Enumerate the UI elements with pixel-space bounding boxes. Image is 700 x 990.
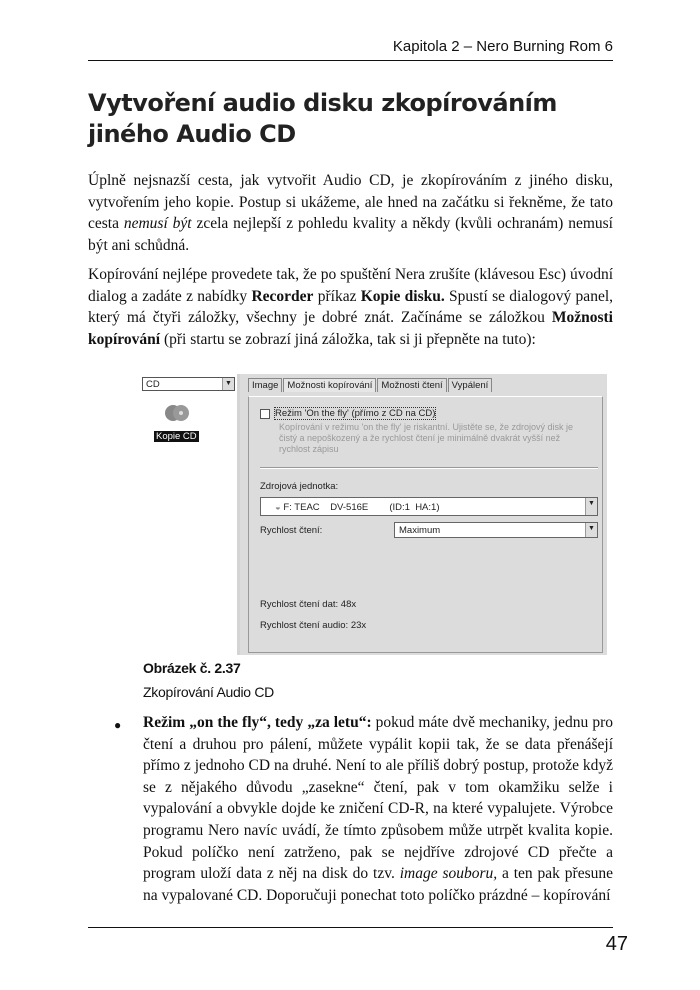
dropdown-arrow-icon: ▼ [222, 378, 234, 390]
page-number: 47 [605, 933, 628, 955]
tab-copy-options[interactable]: Možnosti kopírování [283, 378, 376, 392]
footer-rule [88, 927, 613, 928]
figure-number: Obrázek č. 2.37 [143, 660, 241, 676]
text: a ten pak přesune na vypalované CD. Doporučuji ponechat toto políčko prázdné – kopírování [143, 865, 613, 904]
bold-text: Kopie disku. [360, 287, 445, 305]
paragraph-1 [88, 170, 613, 256]
bold-text: Možnosti kopírování [88, 309, 613, 348]
text: (při startu se zobrazí jiná záložka, tak si ji přepněte na tuto): [160, 330, 536, 348]
text: Úplně nejsnazší cesta, jak vytvořit Audio CD, je zkopírováním z jiného disku, vytvořením jeho kopie. Postup si ukážeme, ale hned na začátku si řekněme, že tato cesta [88, 172, 613, 233]
figure-caption: Zkopírování Audio CD [143, 684, 274, 700]
emphasis: image souboru, [399, 865, 498, 883]
section-title: Vytvoření audio disku zkopírováním jiného Audio CD [88, 89, 557, 148]
read-speed-label: Rychlost čtení: [260, 525, 323, 536]
on-the-fly-checkbox[interactable] [260, 409, 270, 419]
source-drive-label: Zdrojová jednotka: [260, 481, 339, 492]
cd-type-select[interactable] [142, 377, 235, 391]
data-read-speed: Rychlost čtení dat: 48x [260, 599, 357, 610]
dropdown-arrow-icon: ▼ [585, 523, 597, 537]
checkbox-label: Režim 'On the fly' (přímo z CD na CD) [275, 408, 436, 419]
on-the-fly-checkbox-row[interactable] [260, 407, 436, 420]
drive-icon: ◒ [275, 502, 284, 513]
options-panel [240, 374, 607, 655]
left-panel [140, 374, 240, 655]
source-drive-select[interactable] [260, 497, 598, 516]
kopie-cd-label[interactable]: Kopie CD [156, 431, 197, 442]
tab-image[interactable]: Image [248, 378, 282, 392]
tab-bar [248, 378, 493, 392]
text: Spustí se dialogový panel, který má čtyři záložky, všechny je dobré znát. Začínáme se záložkou [88, 287, 614, 327]
text: zcela nejlepší z pohledu kvality a někdy (kvůli ochranám) nemusí být ani schůdná. [88, 215, 613, 254]
text: příkaz [313, 287, 361, 305]
paragraph-2 [88, 264, 613, 350]
cd-copy-icon [164, 404, 190, 422]
running-header: Kapitola 2 – Nero Burning Rom 6 [88, 36, 613, 61]
dropdown-arrow-icon: ▼ [585, 498, 597, 515]
bold-text: Recorder [251, 287, 314, 305]
screenshot-figure [140, 374, 607, 655]
select-value: F: TEAC DV-516E (ID:1 HA:1) [283, 502, 440, 513]
bullet-item [143, 712, 613, 906]
audio-read-speed: Rychlost čtení audio: 23x [260, 620, 367, 631]
select-value: Maximum [399, 525, 441, 536]
text: Kopírování nejlépe provedete tak, že po spuštění Nera zrušíte (klávesou Esc) úvodní dialog a zadáte z nabídky [88, 266, 613, 305]
warning-text: Kopírování v režimu 'on the fly' je riskantní. Ujistěte se, že zdrojový disk je čistý a nepoškozený a že rychlost čtení je minimálně dvakrát vyšší než rychlost zápisu [279, 422, 574, 454]
tab-read-options[interactable]: Možnosti čtení [377, 378, 446, 392]
divider [260, 467, 598, 469]
bold-text: Režim „on the fly“, tedy „za letu“: [143, 714, 372, 731]
select-value: CD [146, 379, 160, 390]
tab-burn[interactable]: Vypálení [448, 378, 493, 392]
bullet-icon: ● [114, 718, 122, 732]
emphasis: nemusí být [123, 215, 192, 233]
read-speed-select[interactable] [394, 522, 598, 538]
text: pokud máte dvě mechaniky, jednu pro čtení a druhou pro pálení, můžete vypálit kopii tak, že se data přenášejí přímo z jednoho CD na druhé. Není to ale příliš dobrý postup, protože když se z nějakého důvodu „zasekne“ čtení, pak v tom okamžiku selže i vypalování a obvykle dojde ke zničení CD-R, na které vypalujete. Výrobce programu Nero navíc uvádí, že tímto způsobem může utrpět kvalita kopie. Pokud políčko není zatrženo, pak se nejdříve zdrojové CD přečte a program uloží data z něj na disk do tzv. [143, 714, 613, 883]
